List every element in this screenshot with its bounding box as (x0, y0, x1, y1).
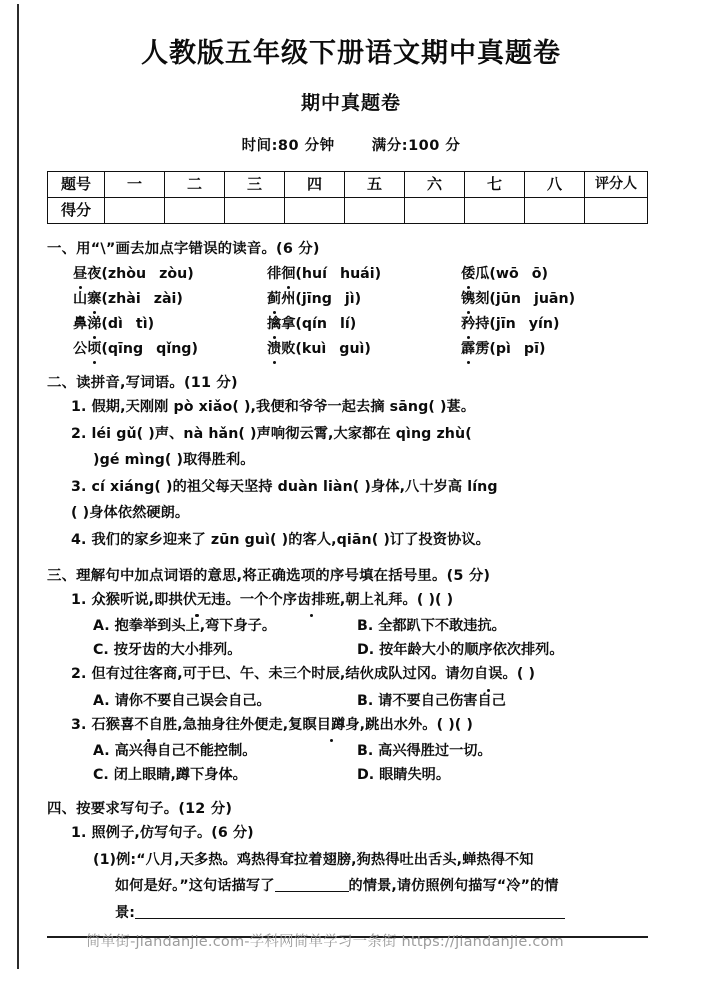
pinyin-option-b[interactable]: pī (523, 341, 539, 358)
pinyin-item: 倭瓜(wō ō) (461, 263, 655, 283)
stem-text: ,急抽身往外便走,复 (177, 716, 303, 733)
question-2-3-cont[interactable]: ( )身体依然硬朗。 (71, 505, 190, 522)
pinyin-item: 山寨(zhài zài) (73, 288, 267, 308)
col-header-1: 一 (105, 172, 165, 198)
pinyin-option-a[interactable]: huí (301, 266, 327, 283)
pinyin-option-b[interactable]: lí (340, 316, 350, 333)
pinyin-option-a[interactable]: jīn (495, 316, 516, 333)
question-4-1-1-line2[interactable] (47, 875, 655, 897)
stem-text: 。一个个 (225, 592, 283, 609)
col-header-8: 八 (525, 172, 585, 198)
word-tail: 瓜 (475, 266, 490, 283)
pinyin-item: 蓟州(jīng jì) (267, 288, 461, 308)
pinyin-option-b[interactable]: qǐng (156, 341, 192, 358)
question-4-1-1-line3[interactable] (47, 902, 655, 924)
pinyin-item: 矜持(jīn yín) (461, 313, 655, 333)
pinyin-option-a[interactable]: qīng (107, 341, 144, 358)
table-row-question-numbers (48, 172, 648, 198)
option-b[interactable]: B. 全都趴下不敢违抗。 (357, 618, 506, 635)
col-header-7: 七 (465, 172, 525, 198)
pinyin-item: 公顷(qīng qǐng) (73, 338, 267, 358)
word-tail: 雳 (475, 341, 490, 358)
pinyin-item: 溃败(kuì guì) (267, 338, 461, 358)
score-cell-3[interactable] (225, 198, 285, 224)
dotted-char: 擒 (267, 313, 281, 333)
pinyin-option-a[interactable]: qín (301, 316, 328, 333)
col-header-2: 二 (165, 172, 225, 198)
question-3-3-stem[interactable] (47, 714, 655, 736)
option-row (47, 740, 655, 760)
answer-blank-long[interactable] (135, 905, 565, 919)
dotted-char: 涕 (87, 313, 101, 333)
option-a[interactable]: A. 抱拳举到头上,弯下身子。 (93, 618, 277, 635)
question-4-1[interactable]: 1. 照例子,仿写句子。(6 分) (71, 825, 254, 842)
dotted-char: 霹 (461, 338, 475, 358)
section-heading-3: 三、理解句中加点词语的意思,将正确选项的序号填在括号里。(5 分) (47, 568, 491, 585)
word-head: 山 (73, 291, 88, 308)
dotted-phrase: 喜不自胜 (120, 714, 177, 736)
col-header-4: 四 (285, 172, 345, 198)
word-tail: 夜 (87, 266, 102, 283)
col-header-5: 五 (345, 172, 405, 198)
pinyin-option-a[interactable]: pì (495, 341, 511, 358)
stem-text: 2. 但有过往客商,可于巳、午、未三个时辰,结伙成队过冈。请勿 (71, 666, 474, 683)
pinyin-option-b[interactable]: tì (135, 316, 148, 333)
dotted-char: 矜 (461, 313, 475, 333)
option-a[interactable]: A. 高兴得自己不能控制。 (93, 743, 257, 760)
stem-text: 1. 众猴听说,即 (71, 592, 169, 609)
word-tail: 败 (281, 341, 296, 358)
question-2-1[interactable]: 1. 假期,天刚刚 pò xiǎo( ),我便和爷爷一起去摘 sāng( )葚。 (71, 399, 476, 416)
score-cell-6[interactable] (405, 198, 465, 224)
word-head: 徘 (267, 266, 282, 283)
option-a[interactable]: A. 请你不要自己误会自己。 (93, 692, 271, 709)
pinyin-option-b[interactable]: guì (339, 341, 365, 358)
section-heading-1: 一、用“\”画去加点字错误的读音。(6 分) (47, 241, 320, 258)
row-label-score: 得分 (48, 198, 105, 224)
dotted-phrase: 自误 (474, 663, 503, 685)
score-cell-grader[interactable] (585, 198, 648, 224)
col-header-3: 三 (225, 172, 285, 198)
word-tail: 州 (281, 291, 296, 308)
word-tail: 刻 (475, 291, 490, 308)
option-row (47, 690, 655, 710)
stem-text: ,朝上礼拜。( )( ) (339, 592, 454, 609)
pinyin-option-b[interactable]: juān (533, 291, 569, 308)
question-4-1-1-line1[interactable]: (1)例:“八月,天多热。鸡热得耷拉着翅膀,狗热得吐出舌头,蝉热得不知 (93, 851, 534, 868)
score-table (47, 171, 648, 224)
score-cell-8[interactable] (525, 198, 585, 224)
example-text: 的情景,请仿照例句描写“冷”的情 (348, 878, 559, 895)
word-head: 公 (73, 341, 88, 358)
exam-meta (47, 134, 655, 155)
page-subtitle: 期中真题卷 (300, 92, 401, 115)
dotted-phrase: 瞑目蹲身 (303, 714, 360, 736)
example-text: 如何是好。”这句话描写了 (115, 878, 275, 895)
table-row-scores (48, 198, 648, 224)
pinyin-option-b[interactable]: huái (339, 266, 375, 283)
option-b[interactable]: B. 高兴得胜过一切。 (357, 743, 492, 760)
dotted-char: 倭 (461, 263, 475, 283)
pinyin-row (47, 338, 655, 358)
pinyin-item: 镌刻(jūn juān) (461, 288, 655, 308)
col-header-grader: 评分人 (585, 172, 648, 198)
scan-edge-line (17, 4, 19, 969)
dotted-char: 昼 (73, 263, 87, 283)
option-row (47, 764, 655, 784)
pinyin-item: 昼夜(zhòu zòu) (73, 263, 267, 283)
stem-text: ,跳出水外。( )( ) (359, 716, 474, 733)
pinyin-option-a[interactable]: kuì (301, 341, 327, 358)
pinyin-item: 徘徊(huí huái) (267, 263, 461, 283)
option-c[interactable]: C. 按牙齿的大小排列。 (93, 642, 242, 659)
option-c[interactable]: C. 闭上眼睛,蹲下身体。 (93, 767, 247, 784)
question-2-4[interactable]: 4. 我们的家乡迎来了 zūn guì( )的客人,qiān( )订了投资协议。 (71, 531, 490, 548)
word-head: 鼻 (73, 316, 88, 333)
option-b[interactable]: B. 请不要自己伤害自己 (357, 692, 506, 709)
option-row (47, 639, 655, 659)
dotted-phrase: 拱伏无违 (168, 589, 225, 611)
pinyin-option-b[interactable]: zòu (159, 266, 188, 283)
word-tail: 持 (475, 316, 490, 333)
pinyin-option-b[interactable]: ō (531, 266, 542, 283)
score-cell-4[interactable] (285, 198, 345, 224)
pinyin-option-a[interactable]: jūn (495, 291, 521, 308)
dotted-char: 镌 (461, 288, 475, 308)
pinyin-option-a[interactable]: zhài (107, 291, 141, 308)
dotted-phrase: 序齿排班 (283, 589, 340, 611)
pinyin-option-a[interactable]: jīng (301, 291, 332, 308)
dotted-char: 寨 (87, 288, 101, 308)
pinyin-item: 擒拿(qín lí) (267, 313, 461, 333)
option-row (47, 615, 655, 635)
pinyin-row (47, 263, 655, 283)
dotted-char: 徊 (281, 263, 295, 283)
word-tail: 拿 (281, 316, 296, 333)
question-2-2[interactable]: 2. léi gǔ( )声、nà hǎn( )声响彻云霄,大家都在 qìng zhù( (71, 425, 472, 442)
question-2-3[interactable]: 3. cí xiáng( )的祖父每天坚持 duàn liàn( )身体,八十岁高 líng (71, 478, 498, 495)
page-title: 人教版五年级下册语文期中真题卷 (141, 38, 561, 69)
time-limit-label: 时间:80 分钟 (241, 138, 335, 155)
pinyin-item: 鼻涕(dì tì) (73, 313, 267, 333)
section-heading-4: 四、按要求写句子。(12 分) (47, 801, 233, 818)
section-heading-2: 二、读拼音,写词语。(11 分) (47, 375, 238, 392)
pinyin-option-b[interactable]: jì (344, 291, 355, 308)
score-cell-1[interactable] (105, 198, 165, 224)
option-d[interactable]: D. 按年龄大小的顺序依次排列。 (357, 642, 564, 659)
col-header-6: 六 (405, 172, 465, 198)
score-cell-7[interactable] (465, 198, 525, 224)
footer-watermark: 简单街-jiandanjie.com-学科网简单学习一条街 https://jiandanjie.com (86, 934, 564, 950)
option-d[interactable]: D. 眼睛失明。 (357, 767, 451, 784)
score-cell-5[interactable] (345, 198, 405, 224)
question-3-1-stem[interactable] (47, 589, 655, 611)
pinyin-row (47, 288, 655, 308)
stem-text: 3. 石猴 (71, 716, 121, 733)
answer-blank-short[interactable] (275, 878, 349, 892)
pinyin-option-a[interactable]: dì (107, 316, 123, 333)
row-label-question-number: 题号 (48, 172, 105, 198)
pinyin-option-b[interactable]: yín (528, 316, 553, 333)
pinyin-option-a[interactable]: wō (495, 266, 519, 283)
question-2-2-cont[interactable]: )gé mìng( )取得胜利。 (93, 452, 255, 469)
pinyin-option-a[interactable]: zhòu (107, 266, 147, 283)
stem-text: 。( ) (502, 666, 536, 683)
pinyin-option-b[interactable]: zài (153, 291, 177, 308)
pinyin-item: 霹雳(pì pī) (461, 338, 655, 358)
pinyin-row (47, 313, 655, 333)
question-3-2-stem[interactable] (47, 663, 655, 685)
score-cell-2[interactable] (165, 198, 225, 224)
dotted-char: 顷 (87, 338, 101, 358)
total-score-label: 满分:100 分 (371, 138, 461, 155)
dotted-char: 蓟 (267, 288, 281, 308)
dotted-char: 溃 (267, 338, 281, 358)
example-text: 景: (115, 904, 136, 921)
